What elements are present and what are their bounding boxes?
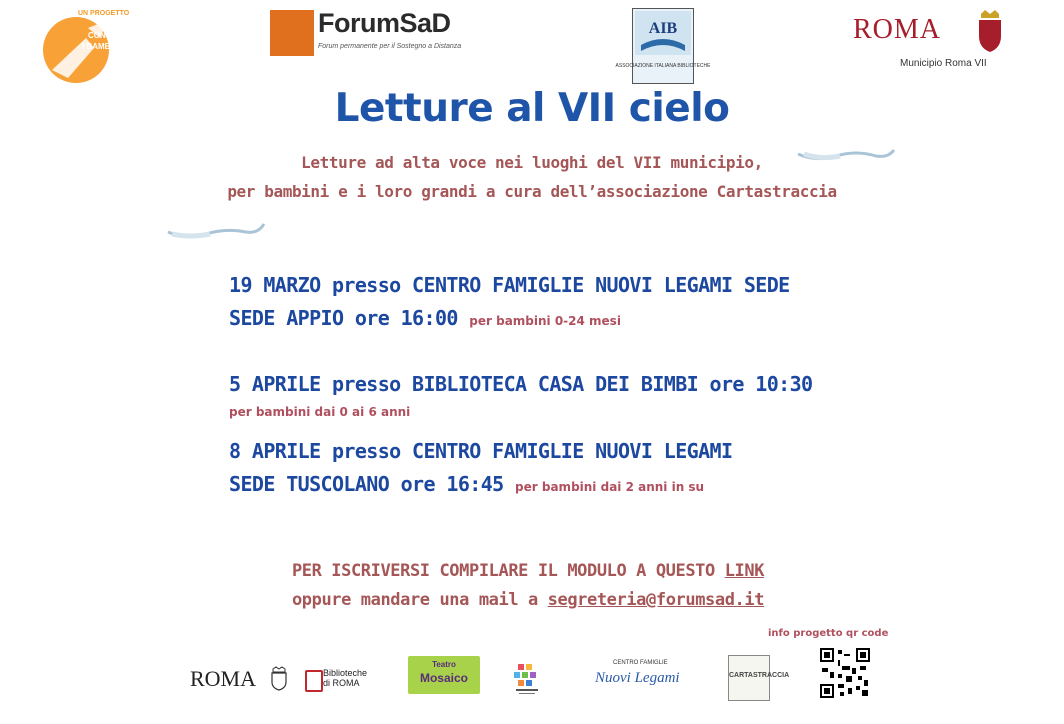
forumsad-logo xyxy=(270,8,462,58)
forumsad-mark xyxy=(270,10,314,56)
municipio-label: Municipio Roma VII xyxy=(900,58,987,69)
con-i-bambini-logo xyxy=(38,8,128,96)
forumsad-tagline: Forum permanente per il Sostegno a Distanza xyxy=(318,43,462,50)
event-1-audience: per bambini 0-24 mesi xyxy=(469,314,621,328)
cta-line-2 xyxy=(0,590,1056,610)
green-logo-line-1: Teatro xyxy=(432,660,456,669)
roma-crest-icon xyxy=(975,10,1005,52)
biblioteche-b-icon xyxy=(305,670,323,692)
qr-code-icon[interactable] xyxy=(820,648,870,698)
green-logo-line-2: Mosaico xyxy=(419,671,468,685)
qr-label: info progetto qr code xyxy=(768,628,889,639)
nuovi-legami-top: CENTRO FAMIGLIE xyxy=(613,660,668,666)
event-3-line-1: 8 APRILE presso CENTRO FAMIGLIE NUOVI LEGAMI xyxy=(229,439,733,463)
page-title: Letture al VII cielo xyxy=(334,86,730,131)
event-1-line-2 xyxy=(229,306,621,330)
biblioteche-line-2: di ROMA xyxy=(323,678,360,688)
email-link[interactable]: segreteria@forumsad.it xyxy=(547,590,765,610)
event-2-audience: per bambini dai 0 ai 6 anni xyxy=(229,405,411,419)
event-3-audience: per bambini dai 2 anni in su xyxy=(515,480,705,494)
event-2-line-1: 5 APRILE presso BIBLIOTECA CASA DEI BIMBI ore 10:30 xyxy=(229,372,813,396)
cta-line-1-text: PER ISCRIVERSI COMPILARE IL MODULO A QUESTO xyxy=(291,561,725,581)
footer-roma-crest-icon xyxy=(270,667,288,691)
footer-roma-wordmark: ROMA xyxy=(190,666,257,691)
event-1-time: SEDE APPIO ore 16:00 xyxy=(229,306,458,330)
conibambini-top-text: UN PROGETTO xyxy=(78,10,130,17)
nuovi-legami-logo xyxy=(595,660,695,694)
conibambini-main-1: CON xyxy=(88,31,106,40)
cloud-decoration-left xyxy=(166,218,266,242)
event-3-time: SEDE TUSCOLANO ore 16:45 xyxy=(229,472,504,496)
biblioteche-line-1: Biblioteche xyxy=(323,668,368,678)
event-1-line-1: 19 MARZO presso CENTRO FAMIGLIE NUOVI LEGAMI SEDE xyxy=(229,273,790,297)
nuovi-legami-main: Nuovi Legami xyxy=(595,670,680,686)
green-partner-logo xyxy=(408,656,480,694)
aib-caption: ASSOCIAZIONE ITALIANA BIBLIOTECHE xyxy=(615,63,711,69)
aib-initials: AIB xyxy=(648,20,678,37)
conibambini-main-2: I BAMBINI xyxy=(82,42,121,51)
subtitle-line-1: Letture ad alta voce nei luoghi del VII municipio, xyxy=(301,153,763,172)
cta-line-1 xyxy=(0,561,1056,581)
event-3-line-2 xyxy=(229,472,704,496)
cartastraccia-logo xyxy=(728,655,790,701)
subtitle-line-2: per bambini e i loro grandi a cura dell’associazione Cartastraccia xyxy=(227,182,837,201)
signup-link[interactable]: LINK xyxy=(724,561,765,581)
forumsad-wordmark: ForumSaD xyxy=(318,8,451,38)
cartastraccia-text: CARTASTRACCIA xyxy=(729,672,790,679)
biblioteche-di-roma-logo xyxy=(305,668,373,692)
mosaic-partner-logo xyxy=(510,662,544,696)
cta-line-2-text: oppure mandare una mail a xyxy=(291,590,548,610)
cloud-decoration-right xyxy=(796,144,896,168)
aib-logo xyxy=(615,8,711,84)
roma-wordmark: ROMA xyxy=(853,14,942,45)
